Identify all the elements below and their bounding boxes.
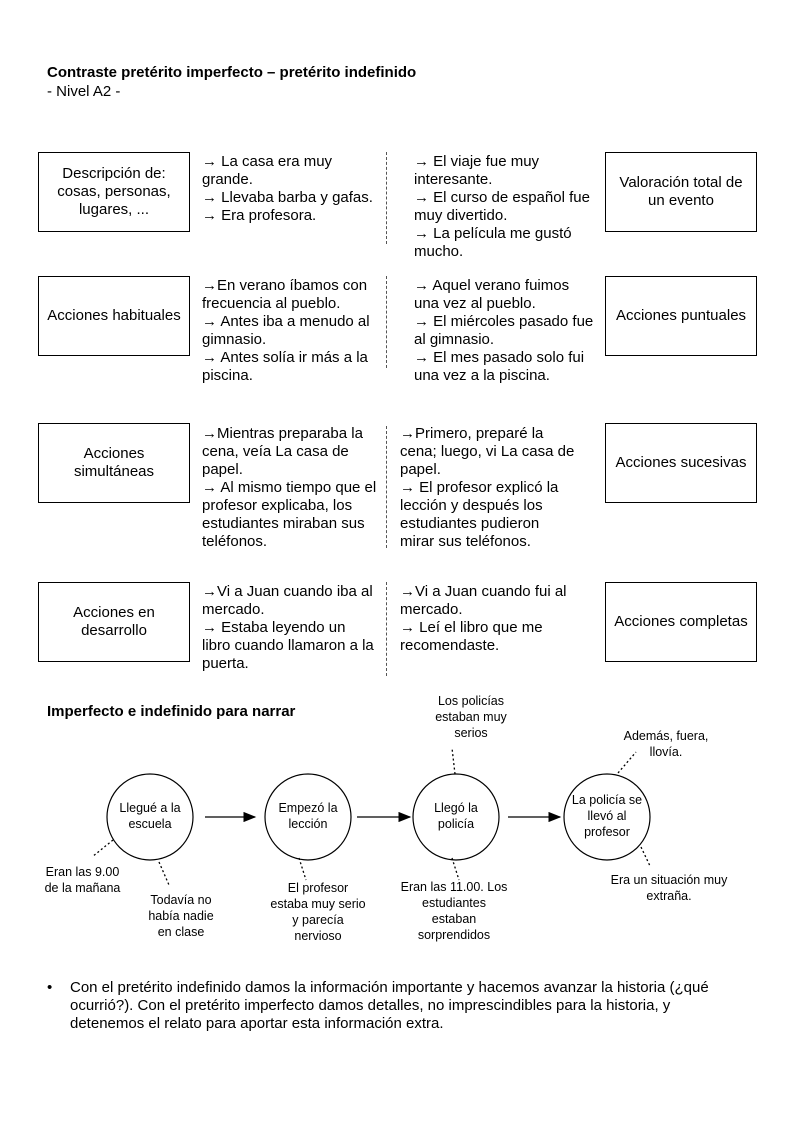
note: Todavía no había nadie en clase [148, 893, 214, 939]
category-box-completas: Acciones completas [605, 582, 757, 662]
example: → Antes iba a menudo al gimnasio. [202, 313, 370, 348]
note-connector [159, 862, 169, 885]
note: Eran las 9.00 de la mañana [44, 865, 121, 895]
note-connector [299, 858, 306, 880]
category-box-sucesivas: Acciones sucesivas [605, 423, 757, 503]
category-box-habituales: Acciones habituales [38, 276, 190, 356]
event-label: La policía se llevó al profesor [571, 793, 643, 839]
example: →Vi a Juan cuando fui al mercado. [400, 583, 567, 618]
example: → El profesor explicó la lección y después los estudiantes pudieron mirar sus teléfonos. [400, 479, 559, 550]
note-connector [452, 858, 459, 880]
example: →Mientras preparaba la cena, veía La casa de papel. [202, 425, 363, 478]
example: → La casa era muy grande. [202, 153, 333, 188]
example: → El mes pasado solo fui una vez a la piscina. [414, 349, 585, 384]
bullet-paragraph: Con el pretérito indefinido damos la información importante y hacemos avanzar la historia (¿qué ocurrió?). Con el pretérito imperfecto damos detalles, no imprescindibles para la historia, y detenemos el relato para aportar esta información extra. [70, 979, 709, 1032]
example: → Estaba leyendo un libro cuando llamaron a la puerta. [202, 619, 374, 672]
category-box-puntuales: Acciones puntuales [605, 276, 757, 356]
example: → Al mismo tiempo que el profesor explicaba, los estudiantes miraban sus teléfonos. [202, 479, 377, 550]
note: Los policías estaban muy serios [435, 694, 507, 740]
note: Era un situación muy extraña. [610, 873, 728, 903]
example: → El viaje fue muy interesante. [414, 153, 540, 188]
example: → Llevaba barba y gafas. [202, 189, 373, 206]
note: Además, fuera, llovía. [623, 729, 709, 759]
example: → El miércoles pasado fue al gimnasio. [414, 313, 594, 348]
category-box-desarrollo: Acciones en desarrollo [38, 582, 190, 662]
note: El profesor estaba muy serio y parecía nervioso [270, 881, 366, 943]
example: →En verano íbamos con frecuencia al pueblo. [202, 277, 368, 312]
example: → Antes solía ir más a la piscina. [202, 349, 368, 384]
example: → Era profesora. [202, 207, 317, 224]
category-box-descripcion: Descripción de: cosas, personas, lugares, ... [38, 152, 190, 232]
level-subtitle: - Nivel A2 - [47, 83, 121, 100]
example: → El curso de español fue muy divertido. [414, 189, 590, 224]
note-connector [92, 840, 113, 857]
event-label: Llegué a la escuela [119, 801, 181, 831]
example: →Vi a Juan cuando iba al mercado. [202, 583, 373, 618]
example: → Aquel verano fuimos una vez al pueblo. [414, 277, 570, 312]
category-box-simultaneas: Acciones simultáneas [38, 423, 190, 503]
section-title: Imperfecto e indefinido para narrar [47, 703, 296, 720]
bullet-icon: • [47, 979, 53, 996]
page-title: Contraste pretérito imperfecto – pretérito indefinido [47, 64, 417, 81]
example: → La película me gustó mucho. [414, 225, 572, 260]
example: →Primero, preparé la cena; luego, vi La casa de papel. [400, 425, 575, 478]
note-connector [452, 748, 455, 774]
note-connector [641, 847, 650, 866]
event-label: Empezó la lección [278, 801, 338, 831]
note: Eran las 11.00. Los estudiantes estaban sorprendidos [400, 880, 508, 942]
example: → Leí el libro que me recomendaste. [400, 619, 543, 654]
category-box-valoracion: Valoración total de un evento [605, 152, 757, 232]
event-label: Llegó la policía [434, 801, 478, 831]
